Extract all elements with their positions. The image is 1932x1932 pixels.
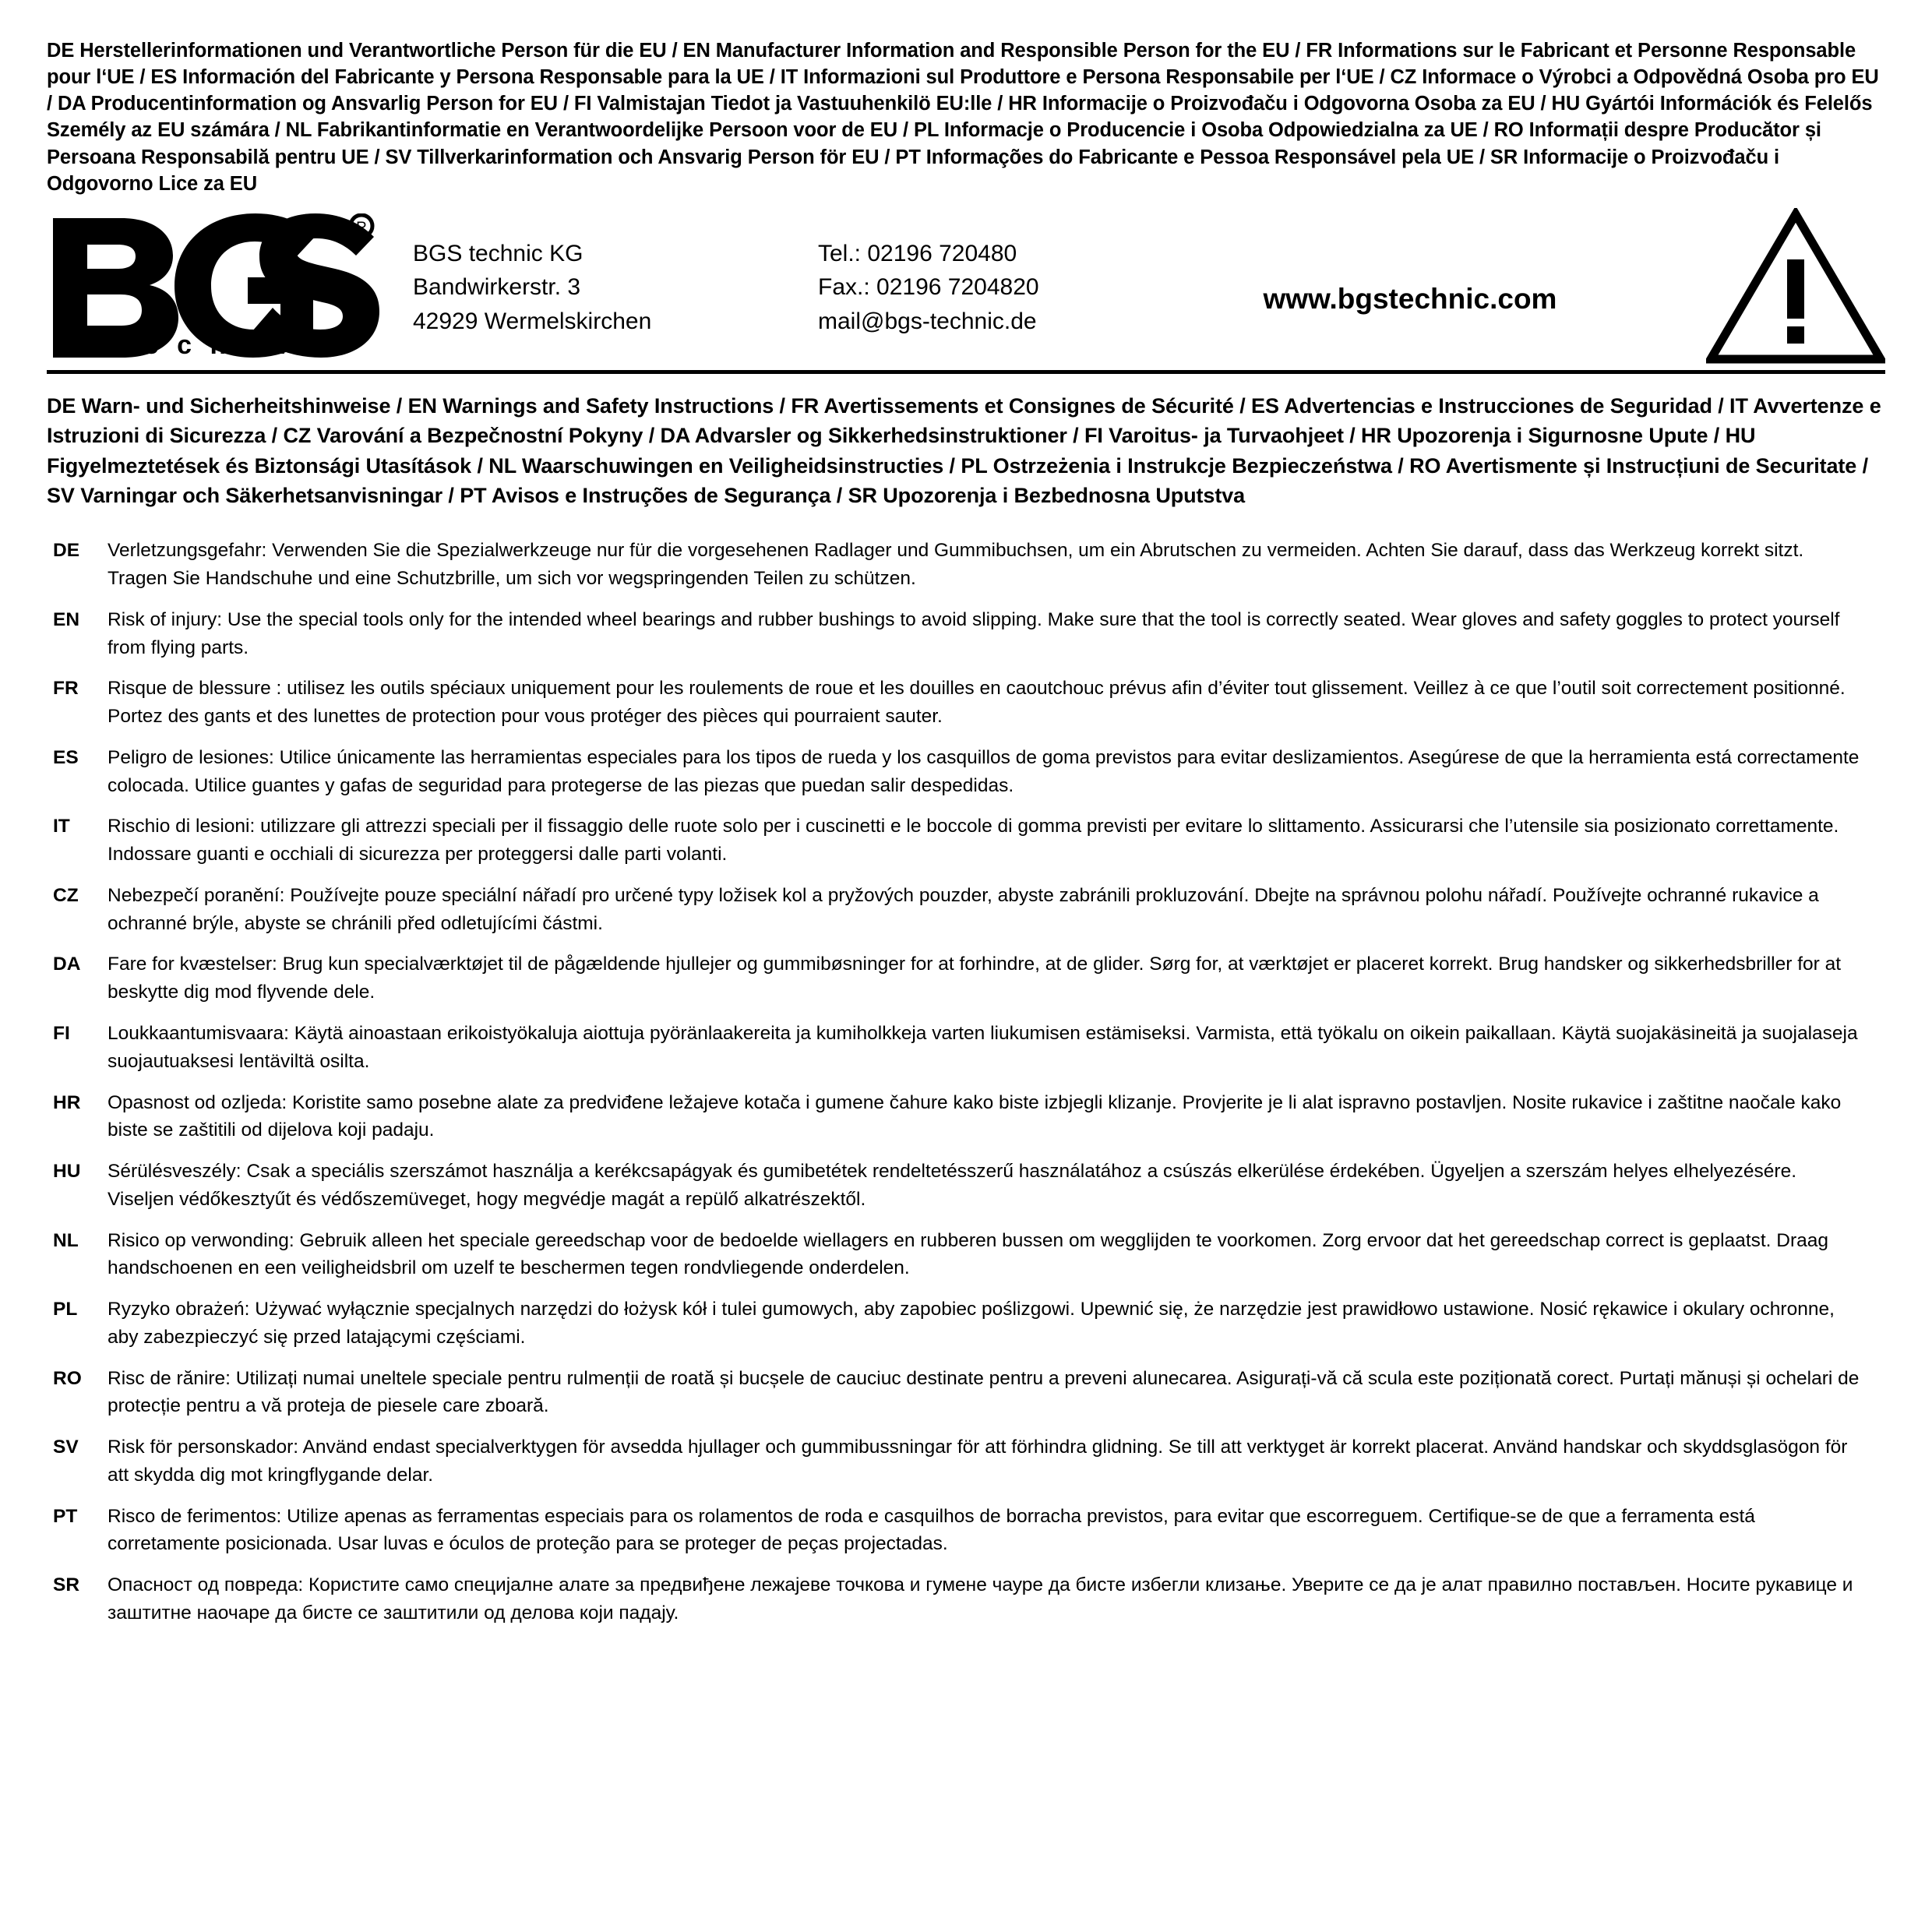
safety-paragraph-list — [47, 537, 1885, 1627]
language-code: ES — [53, 746, 79, 768]
company-website: www.bgstechnic.com — [1263, 282, 1557, 315]
safety-paragraph — [47, 744, 1885, 800]
language-text: Risque de blessure : utilisez les outils spéciaux uniquement pour les roulements de roue et les douilles en caoutchouc prévus afin d’éviter tout glissement. Veillez à ce que l’outil soit correctement positionné. Portez des gants et des lunettes de protection pour vous protéger des pièces qui pourraient sauter. — [108, 678, 1846, 728]
language-text: Risk för personskador: Använd endast specialverktygen för avsedda hjullager och gummibussningar för att förhindra glidning. Se till att verktyget är korrekt placerat. Använd handskar och skyddsglasögon för att skydda dig mot kringflygande delar. — [108, 1437, 1848, 1486]
language-code: FI — [53, 1022, 70, 1044]
safety-paragraph — [47, 537, 1885, 593]
language-code: FR — [53, 678, 79, 700]
language-code: CZ — [53, 884, 79, 906]
svg-text:t e c h n i c: t e c h n i c — [117, 330, 325, 358]
company-info-band — [47, 208, 1885, 370]
language-code: DA — [53, 954, 81, 975]
safety-paragraph — [47, 1020, 1885, 1076]
language-text: Ryzyko obrażeń: Używać wyłącznie specjalnych narzędzi do łożysk kół i tulei gumowych, aby zapobiec poślizgowi. Upewnić się, że narzędzie jest prawidłowo ustawione. Nosić rękawice i okulary ochronne, aby zabezpieczyć się przed latającymi częściami. — [108, 1299, 1835, 1348]
company-fax: Fax.: 02196 7204820 — [818, 274, 1039, 301]
language-text: Fare for kvæstelser: Brug kun specialværktøjet til de pågældende hjullejer og gummibøsninger for at forhindre, at de glider. Sørg for, at værktøjet er placeret korrekt. Brug handsker og sikkerhedsbriller for at beskytte dig mod flyvende dele. — [108, 954, 1842, 1003]
language-text: Risico op verwonding: Gebruik alleen het speciale gereedschap voor de bedoelde wiellagers en rubberen bussen om wegglijden te voorkomen. Zorg ervoor dat het gereedschap correct is geplaatst. Draag handschoenen en een veiligheidsbril om uzelf te beschermen tegen rondvliegende onderdelen. — [108, 1229, 1829, 1279]
safety-instructions-heading: DE Warn- und Sicherheitshinweise / EN Warnings and Safety Instructions / FR Avertissements et Consignes de Sécurité / ES Advertencias e Instrucciones de Seguridad / IT Avvertenze e Istruzioni di Sicurezza / CZ Varování a Bezpečnostní Pokyny / DA Advarsler og Sikkerhedsinstruktioner / FI Varoitus- ja Turvaohjeet / HR Upozorenja i Sigurnosne Upute / HU Figyelmeztetések és Biztonsági Utasítások / NL Waarschuwingen en Veiligheidsinstructies / PL Ostrzeżenia i Instrukcje Bezpieczeństwa / RO Avertismente și Instrucțiuni de Securitate / SV Varningar och Säkerhetsanvisningar / PT Avisos e Instruções de Segurança / SR Upozorenja i Bezbednosna Uputstva — [47, 393, 1881, 507]
safety-paragraph — [47, 1296, 1885, 1352]
header-divider — [47, 370, 1885, 374]
warning-triangle — [1659, 208, 1885, 364]
safety-paragraph — [47, 675, 1885, 731]
language-code: SR — [53, 1574, 80, 1596]
language-code: PT — [53, 1505, 78, 1527]
safety-paragraph — [47, 1503, 1885, 1559]
language-text: Peligro de lesiones: Utilice únicamente las herramientas especiales para los tipos de rueda y los casquillos de goma previstos para evitar deslizamientos. Asegúrese de que la herramienta está correctamente colocada. Utilice guantes y gafas de seguridad para protegerse de las piezas que puedan salir despedidas. — [108, 746, 1860, 796]
manufacturer-info-heading: DE Herstellerinformationen und Verantwortliche Person für die EU / EN Manufacturer Information and Responsible Person for the EU / FR Informations sur le Fabricant et Personne Responsable pour l‘UE / ES Información del Fabricante y Persona Responsable para la UE / IT Informazioni sul Produttore e Persona Responsabile per l‘UE / CZ Informace o Výrobci a Odpovědná Osoba pro EU / DA Producentinformation og Ansvarlig Person for EU / FI Valmistajan Tiedot ja Vastuuhenkilö EU:lle / HR Informacije o Proizvođaču i Odgovorna Osoba za EU / HU Gyártói Információk és Felelős Személy az EU számára / NL Fabrikantinformatie en Verantwoordelijke Persoon voor de EU / PL Informacje o Producencie i Osoba Odpowiedzialna za UE / RO Informații despre Producător și Persoana Responsabilă pentru UE / SV Tillverkarinformation och Ansvarig Person för EU / PT Informações do Fabricante e Pessoa Responsável pela UE / SR Informacije o Proizvođaču i Odgovorno Lice za EU — [47, 40, 1879, 195]
bgs-logo — [47, 213, 413, 358]
language-text: Risc de rănire: Utilizați numai uneltele speciale pentru rulmenții de roată și bucșele de cauciuc destinate pentru a preveni alunecarea. Asigurați-vă că scula este poziționată corect. Purtați mănuși și ochelari de protecție pentru a vă proteja de piesele care zboară. — [108, 1367, 1860, 1417]
company-street: Bandwirkerstr. 3 — [413, 274, 581, 301]
language-text: Verletzungsgefahr: Verwenden Sie die Spezialwerkzeuge nur für die vorgesehenen Radlager und Gummibuchsen, um ein Abrutschen zu vermeiden. Achten Sie darauf, dass das Werkzeug korrekt sitzt. Tragen Sie Handschuhe und eine Schutzbrille, um sich vor wegspringenden Teilen zu schützen. — [108, 540, 1804, 590]
company-tel: Tel.: 02196 720480 — [818, 241, 1017, 267]
language-text: Rischio di lesioni: utilizzare gli attrezzi speciali per il fissaggio delle ruote solo per i cuscinetti e le boccole di gomma previsti per evitare lo slittamento. Assicurarsi che l’utensile sia posizionato correttamente. Indossare guanti e occhiali di sicurezza per proteggersi dalle parti volanti. — [108, 816, 1839, 866]
language-text: Sérülésveszély: Csak a speciális szerszámot használja a kerékcsapágyak és gumibetétek rendeltetésszerű használatához a csúszás elkerülése érdekében. Ügyeljen a szerszám helyes elhelyezésére. Viseljen védőkesztyűt és védőszemüveget, hogy megvédje magát a repülő alkatrészektől. — [108, 1161, 1796, 1210]
language-text: Risco de ferimentos: Utilize apenas as ferramentas especiais para os rolamentos de roda e casquilhos de borracha previstos, para evitar que escorreguem. Certifique-se de que a ferramenta está corretamente posicionada. Usar luvas e óculos de proteção para se proteger de peças projectadas. — [108, 1505, 1755, 1555]
language-code: SV — [53, 1437, 79, 1458]
language-code: PL — [53, 1299, 78, 1320]
language-code: NL — [53, 1229, 79, 1251]
language-code: HU — [53, 1161, 81, 1183]
safety-paragraph — [47, 1227, 1885, 1283]
language-code: RO — [53, 1367, 82, 1389]
language-code: IT — [53, 816, 70, 837]
language-text: Risk of injury: Use the special tools only for the intended wheel bearings and rubber bushings to avoid slipping. Make sure that the tool is correctly seated. Wear gloves and safety goggles to protect yourself from flying parts. — [108, 608, 1840, 658]
company-city: 42929 Wermelskirchen — [413, 308, 652, 334]
language-code: EN — [53, 608, 80, 630]
bgs-logo-icon — [47, 213, 382, 358]
safety-paragraph — [47, 1433, 1885, 1490]
company-address — [413, 234, 818, 338]
safety-paragraph — [47, 1158, 1885, 1214]
svg-text:R: R — [356, 220, 367, 237]
safety-paragraph — [47, 1089, 1885, 1145]
language-text: Loukkaantumisvaara: Käytä ainoastaan erikoistyökaluja aiottuja pyöränlaakereita ja kumiholkkeja varten liukumisen estämiseksi. Varmista, että työkalu on oikein paikallaan. Käytä suojakäsineitä ja suojalaseja suojautuaksesi lentäviltä osilta. — [108, 1022, 1858, 1072]
warning-triangle-icon — [1706, 208, 1885, 364]
safety-paragraph — [47, 813, 1885, 869]
language-code: HR — [53, 1091, 81, 1113]
language-text: Opasnost od ozljeda: Koristite samo posebne alate za predviđene ležajeve kotača i gumene čahure kako biste izbjegli klizanje. Provjerite je li alat ispravno postavljen. Nosite rukavice i zaštitne naočale kako biste se zaštitili od dijelova koji padaju. — [108, 1091, 1842, 1141]
company-contact — [818, 234, 1161, 338]
language-text: Опасност од повреда: Користите само специјалне алате за предвиђене лежајеве точкова и гумене чауре да бисте избегли клизање. Уверите се да је алат правилно постављен. Носите рукавице и заштитне наочаре да бисте се заштитили од делова који падају. — [108, 1574, 1853, 1624]
safety-paragraph — [47, 606, 1885, 662]
safety-paragraph — [47, 1365, 1885, 1421]
safety-paragraph — [47, 950, 1885, 1007]
company-email: mail@bgs-technic.de — [818, 308, 1037, 334]
safety-paragraph — [47, 1571, 1885, 1627]
language-code: DE — [53, 540, 80, 562]
language-text: Nebezpečí poranění: Používejte pouze speciální nářadí pro určené typy ložisek kol a pryžových pouzder, abyste zabránili prokluzování. Dbejte na správnou polohu nářadí. Používejte ochranné rukavice a ochranné brýle, abyste se chránili před odletujícími částmi. — [108, 884, 1819, 934]
company-name: BGS technic KG — [413, 241, 583, 267]
safety-paragraph — [47, 882, 1885, 938]
